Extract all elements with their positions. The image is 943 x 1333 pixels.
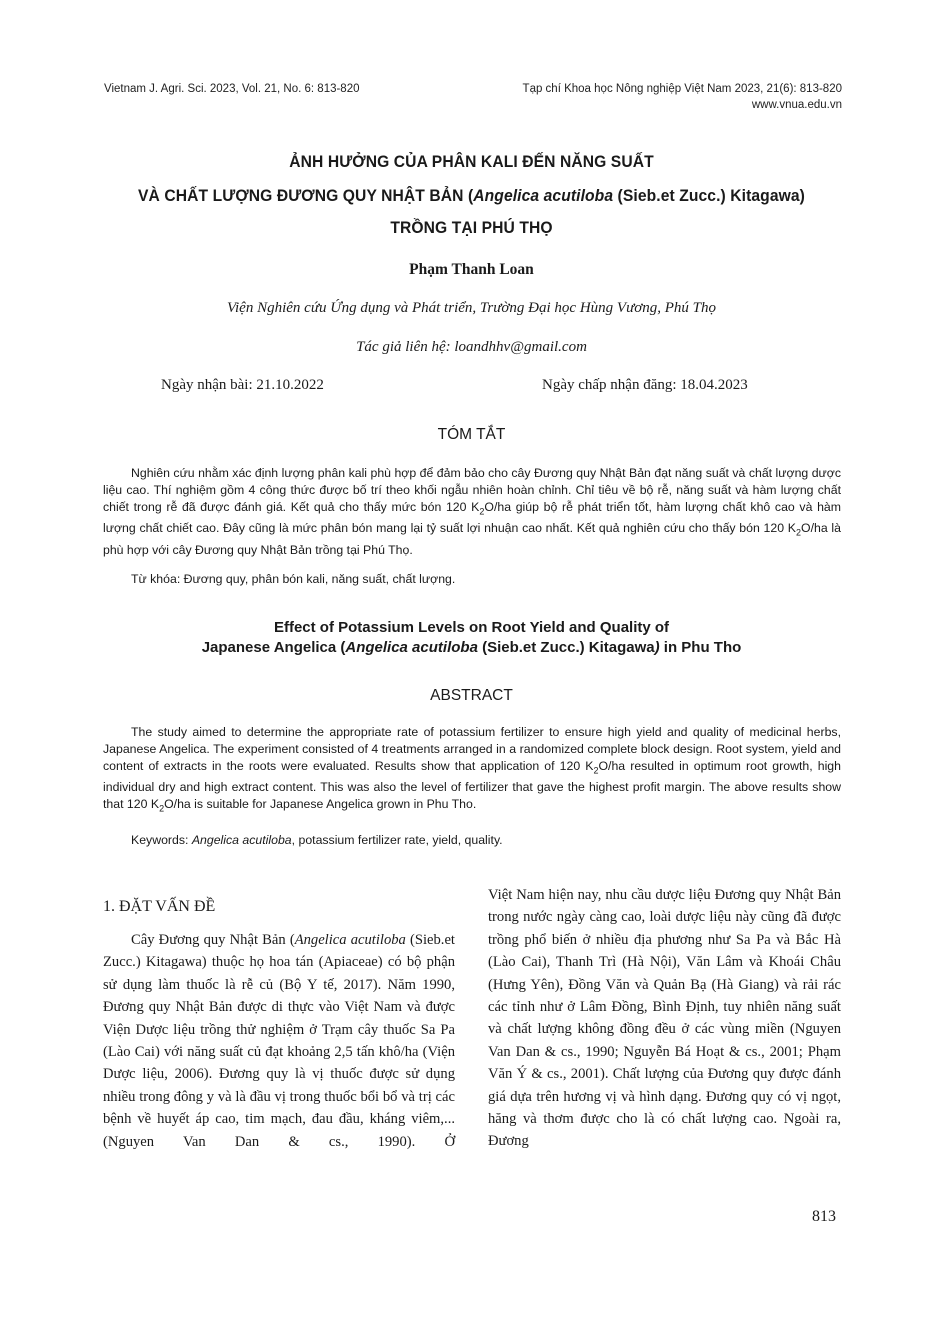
body-left-species: Angelica acutiloba	[294, 932, 406, 948]
summary-vn-part1: Nghiên cứu nhằm xác định lượng phân kali phù hợp để đảm bảo cho cây Đương quy Nhật Bản đạt năng suất và chất lượng dược liệu cao. Thí nghiệm gồm 4 công thức được bố trí theo khối ngẫu nhiên hoàn chỉnh. Chỉ tiêu về bộ rễ, năng suất và hàm lượng chất chiết trong rễ đã được đánh giá. Kết quả cho thấy mức bón 120 K	[103, 466, 841, 514]
body-column-left	[103, 929, 455, 1153]
affiliation: Viện Nghiên cứu Ứng dụng và Phát triển, Trường Đại học Hùng Vương, Phú Thọ	[226, 300, 717, 316]
title-en-line2	[0, 639, 943, 656]
keywords-en	[131, 833, 503, 847]
abstract-en	[103, 724, 841, 818]
subscript: 2	[159, 803, 165, 814]
keywords-label: Keywords:	[131, 833, 192, 847]
body-left-part2: (Sieb.et Zucc.) Kitagawa) thuộc họ hoa tán (Apiaceae) có bộ phận sử dụng làm thuốc là rễ củ (Bộ Y tế, 2017). Năm 1990, Đương quy Nhật Bản được di thực vào Việt Nam và được Viện Dược liệu trồng thử nghiệm ở Trạm cây thuốc Sa Pa (Lào Cai) với năng suất củ đạt khoảng 2,5 tấn khô/ha (Viện Dược liệu, 2006). Đương quy là vị thuốc được sử dụng nhiều trong đông y và là đầu vị trong thuốc bổi bổ và trị các bệnh về huyết áp cao, tim mạch, đau đầu, kháng viêm,... (Nguyen Van Dan & cs., 1990). Ở	[103, 932, 455, 1150]
abstract-part3: O/ha is suitable for Japanese Angelica grown in Phu Tho.	[164, 797, 477, 812]
summary-vn-part2: O/ha giúp bộ rễ phát triển tốt, hàm lượng chất khô cao và hàm lượng chất chiết cao. Đây cũng là mức phân bón mang lại tỷ suất lợi nhuận cao nhất. Kết quả nghiên cứu cho thấy bón 120 K	[103, 500, 841, 536]
contact-email: Tác giả liên hệ: loandhhv@gmail.com	[356, 339, 587, 355]
title-en-line1: Effect of Potassium Levels on Root Yield and Quality of	[273, 619, 670, 636]
journal-header-vn	[523, 81, 842, 113]
title-vn-line2-post: (Sieb.et Zucc.) Kitagawa)	[613, 186, 805, 205]
journal-website: www.vnua.edu.vn	[751, 99, 842, 111]
body-column-right: Việt Nam hiện nay, nhu cầu dược liệu Đương quy Nhật Bản trong nước ngày càng cao, loài dược liệu này cũng đã được trồng phổ biến ở nhiều địa phương như Sa Pa và Bắc Hà (Lào Cai), Thanh Trì (Hà Nội), Văn Lâm và Khoái Châu (Hưng Yên), Đồng Văn và Quản Bạ (Hà Giang) và rải rác các tỉnh như ở Lâm Đồng, Bình Định, tuy nhiên năng suất và chất lượng không đồng đều ở các vùng miền (Nguyen Van Dan & cs., 1990; Nguyễn Bá Hoạt & cs., 2001; Phạm Văn Ý & cs., 2001). Chất lượng của Đương quy được đánh giá dựa trên hương vị và hình dạng. Đương quy có vị ngọt, hăng và thơm được cho là có chất lượng cao. Ngoài ra, Đương	[488, 887, 841, 1150]
subscript: 2	[796, 527, 802, 538]
title-en-species: Angelica acutiloba	[345, 639, 478, 656]
keywords-rest: , potassium fertilizer rate, yield, quality.	[291, 833, 503, 847]
accepted-date: Ngày chấp nhận đăng: 18.04.2023	[542, 377, 748, 393]
author-name: Phạm Thanh Loan	[409, 261, 534, 278]
journal-header-vn-title: Tạp chí Khoa học Nông nghiệp Việt Nam 2023, 21(6): 813-820	[522, 83, 842, 95]
title-vn-line2	[93, 186, 850, 206]
abstract-part1: The study aimed to determine the appropriate rate of potassium fertilizer to ensure high yield and quality of medicinal herbs, Japanese Angelica. The experiment consisted of 4 treatments arranged in a randomized complete block design. Root system, yield and content of extracts in the roots were evaluated. Results show that application of 120 K	[103, 725, 841, 773]
subscript: 2	[593, 765, 599, 776]
title-en-line2-post: in Phu Tho	[659, 639, 742, 656]
title-en-line2-mid: (Sieb.et Zucc.) Kitagawa	[477, 639, 655, 656]
title-en-line2-pre: Japanese Angelica (	[201, 639, 346, 656]
summary-vn	[103, 465, 841, 559]
title-vn-line2-pre: VÀ CHẤT LƯỢNG ĐƯƠNG QUY NHẬT BẢN (	[138, 186, 474, 205]
keywords-vn: Từ khóa: Đương quy, phân bón kali, năng suất, chất lượng.	[131, 572, 456, 586]
title-vn-line1: ẢNH HƯỞNG CỦA PHÂN KALI ĐẾN NĂNG SUẤT	[289, 152, 654, 171]
summary-vn-part3: O/ha là phù hợp với cây Đương quy Nhật Bản trồng tại Phú Thọ.	[103, 521, 841, 557]
keywords-species: Angelica acutiloba	[191, 833, 292, 847]
page-number: 813	[812, 1208, 836, 1225]
received-date: Ngày nhận bài: 21.10.2022	[161, 377, 324, 393]
title-vn-species: Angelica acutiloba	[473, 186, 614, 205]
abstract-heading: ABSTRACT	[430, 687, 513, 704]
abstract-part2: O/ha resulted in optimum root growth, high individual dry and high extract content. This was also the level of fertilizer that gave the highest profit margin. The above results show that 120 K	[103, 759, 841, 812]
body-left-part1: Cây Đương quy Nhật Bản (	[131, 932, 295, 948]
summary-heading-vn: TÓM TẮT	[437, 426, 506, 443]
title-vn-line3: TRỒNG TẠI PHÚ THỌ	[390, 218, 553, 237]
section-heading: 1. ĐẶT VẤN ĐỀ	[103, 898, 216, 915]
subscript: 2	[479, 506, 485, 517]
journal-header-en: Vietnam J. Agri. Sci. 2023, Vol. 21, No. 6: 813-820	[104, 83, 360, 95]
title-en-paren: )	[654, 639, 660, 656]
